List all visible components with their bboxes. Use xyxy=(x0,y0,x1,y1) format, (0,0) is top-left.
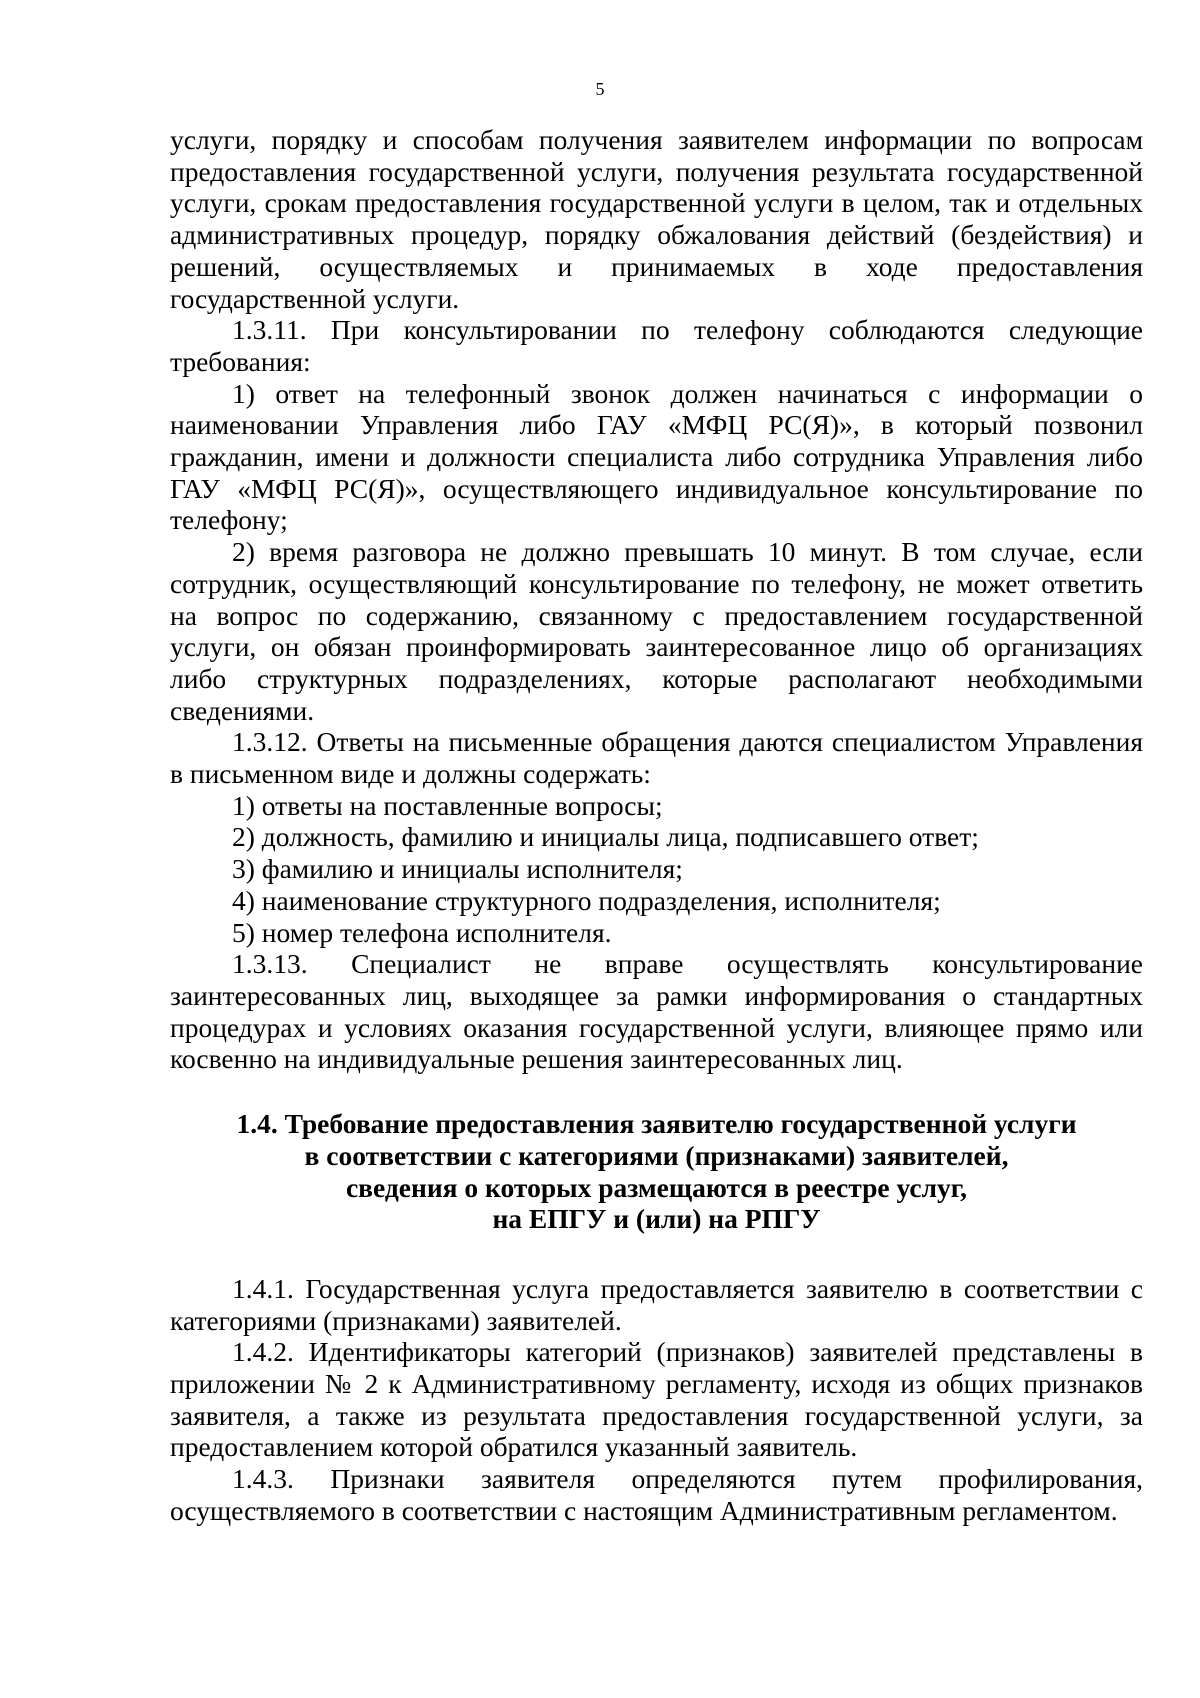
list-item: 1) ответы на поставленные вопросы; xyxy=(232,789,663,821)
document-body xyxy=(170,124,1143,1527)
list-item: 5) номер телефона исполнителя. xyxy=(232,916,612,948)
heading-line: в соответствии с категориями (признаками) заявителей, xyxy=(304,1139,1009,1171)
list-item: 2) должность, фамилию и инициалы лица, подписавшего ответ; xyxy=(232,821,979,853)
list-item: 4) наименование структурного подразделения, исполнителя; xyxy=(232,884,941,916)
heading-line: 1.4. Требование предоставления заявителю государственной услуги xyxy=(236,1108,1077,1140)
paragraph-continuation: услуги, порядку и способам получения заявителем информации по вопросам предоставления государственной услуги, получения результата государственной услуги, срокам предоставления государственной услуги в целом, так и отдельных административных процедур, порядку обжалования действий (бездействия) и решений, осуществляемых и принимаемых в ходе предоставления государственной услуги. xyxy=(170,124,1143,314)
paragraph-1-3-12: 1.3.12. Ответы на письменные обращения даются специалистом Управления в письменном виде и должны содержать: xyxy=(170,726,1143,790)
paragraph-1-4-1: 1.4.1. Государственная услуга предоставляется заявителю в соответствии с категориями (признаками) заявителей. xyxy=(170,1272,1143,1336)
paragraph-1-4-3: 1.4.3. Признаки заявителя определяются путем профилирования, осуществляемого в соответствии с настоящим Административным регламентом. xyxy=(170,1463,1143,1526)
page-number: 5 xyxy=(595,79,605,99)
list-item: 2) время разговора не должно превышать 10 минут. В том случае, если сотрудник, осуществляющий консультирование по телефону, не может ответить на вопрос по содержанию, связанному с предоставлением государственной услуги, он обязан проинформировать заинтересованное лицо об организациях либо структурных подразделениях, которые располагают необходимыми сведениями. xyxy=(170,536,1143,726)
paragraph-1-3-11: 1.3.11. При консультировании по телефону соблюдаются следующие требования: xyxy=(170,314,1143,377)
list-item: 3) фамилию и инициалы исполнителя; xyxy=(232,853,683,885)
section-heading-1-4 xyxy=(170,1108,1143,1235)
paragraph-1-3-13: 1.3.13. Специалист не вправе осуществлять консультирование заинтересованных лиц, выходящее за рамки информирования о стандартных процедурах и условиях оказания государственной услуги, влияющее прямо или косвенно на индивидуальные решения заинтересованных лиц. xyxy=(170,948,1143,1075)
heading-line: сведения о которых размещаются в реестре услуг, xyxy=(345,1171,968,1203)
heading-line: на ЕПГУ и (или) на РПГУ xyxy=(492,1203,821,1235)
paragraph-1-4-2: 1.4.2. Идентификаторы категорий (признаков) заявителей представлены в приложении № 2 к Административному регламенту, исходя из общих признаков заявителя, а также из результата предоставления государственной услуги, за предоставлением которой обратился указанный заявитель. xyxy=(170,1336,1143,1463)
list-item: 1) ответ на телефонный звонок должен начинаться с информации о наименовании Управления либо ГАУ «МФЦ РС(Я)», в который позвонил гражданин, имени и должности специалиста либо сотрудника Управления либо ГАУ «МФЦ РС(Я)», осуществляющего индивидуальное консультирование по телефону; xyxy=(170,377,1143,536)
